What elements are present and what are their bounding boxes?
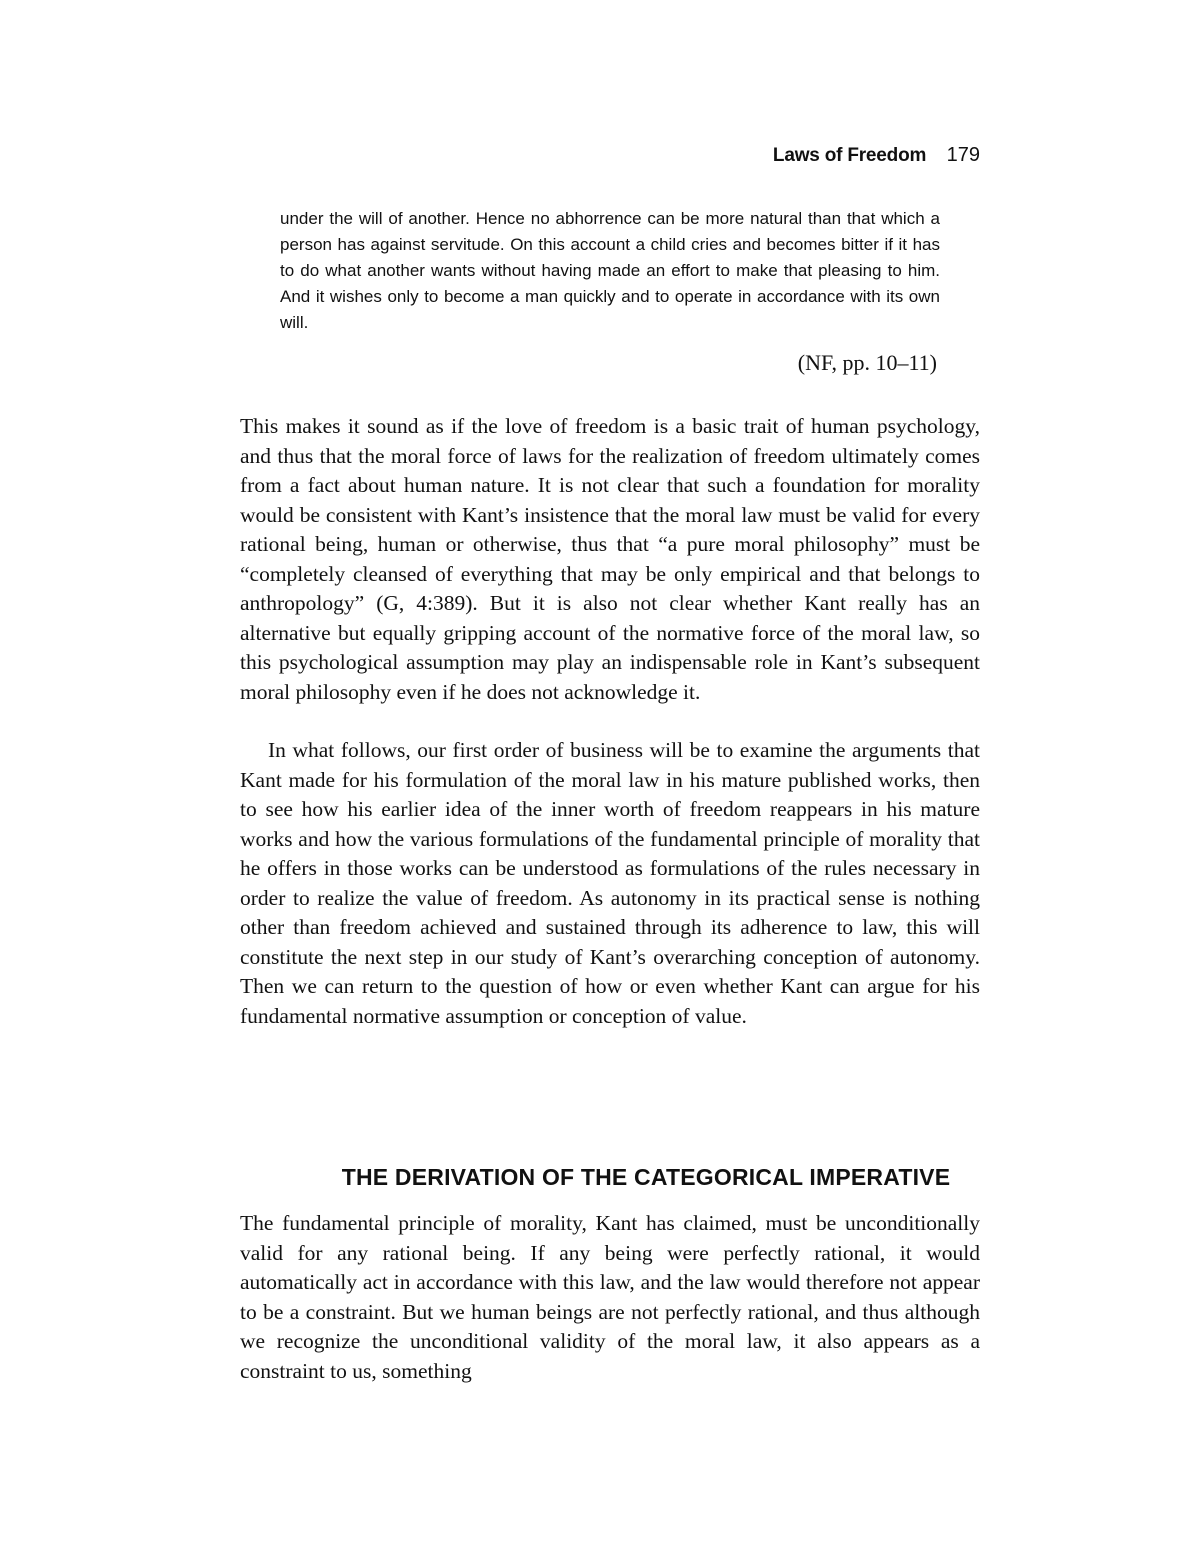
paragraph-3: The fundamental principle of morality, Kant has claimed, must be unconditionally valid for any rational being. If any being were perfectly rational, it would automatically act in accordance with this law, and the law would therefore not appear to be a constraint. But we human beings are not perfectly rational, and thus although we recognize the unconditional validity of the moral law, it also appears as a constraint to us, something: [240, 1211, 980, 1383]
section-heading: THE DERIVATION OF THE CATEGORICAL IMPERATIVE: [341, 1164, 951, 1190]
block-quote: under the will of another. Hence no abhorrence can be more natural than that which a person has against servitude. On this account a child cries and becomes bitter if it has to do what another wants without having made an effort to make that pleasing to him. And it wishes only to become a man quickly and to operate in accordance with its own will.: [280, 209, 940, 332]
running-header: [240, 144, 980, 167]
paragraph-1: This makes it sound as if the love of freedom is a basic trait of human psychology, and thus that the moral force of laws for the realization of freedom ultimately comes from a fact about human nature. It is not clear that such a foundation for morality would be consistent with Kant’s insistence that the moral law must be valid for every rational being, human or otherwise, thus that “a pure moral philosophy” must be “completely cleansed of everything that may be only empirical and that belongs to anthropology” (G, 4:389). But it is also not clear whether Kant really has an alternative but equally gripping account of the normative force of the moral law, so this psychological assumption may play an indispensable role in Kant’s subsequent moral philosophy even if he does not acknowledge it.: [240, 414, 980, 704]
paragraph-2: In what follows, our first order of business will be to examine the arguments that Kant made for his formulation of the moral law in his mature published works, then to see how his earlier idea of the inner worth of freedom reappears in his mature works and how the various formulations of the fundamental principle of morality that he offers in those works can be understood as formulations of the rules necessary in order to realize the value of freedom. As autonomy in its practical sense is nothing other than freedom achieved and sustained through its adherence to law, this will constitute the next step in our study of Kant’s overarching conception of autonomy. Then we can return to the question of how or even whether Kant can argue for his fundamental normative assumption or conception of value.: [240, 738, 980, 1028]
running-title: Laws of Freedom: [772, 145, 927, 166]
page-number: 179: [946, 144, 980, 166]
quote-citation: (NF, pp. 10–11): [797, 350, 937, 375]
